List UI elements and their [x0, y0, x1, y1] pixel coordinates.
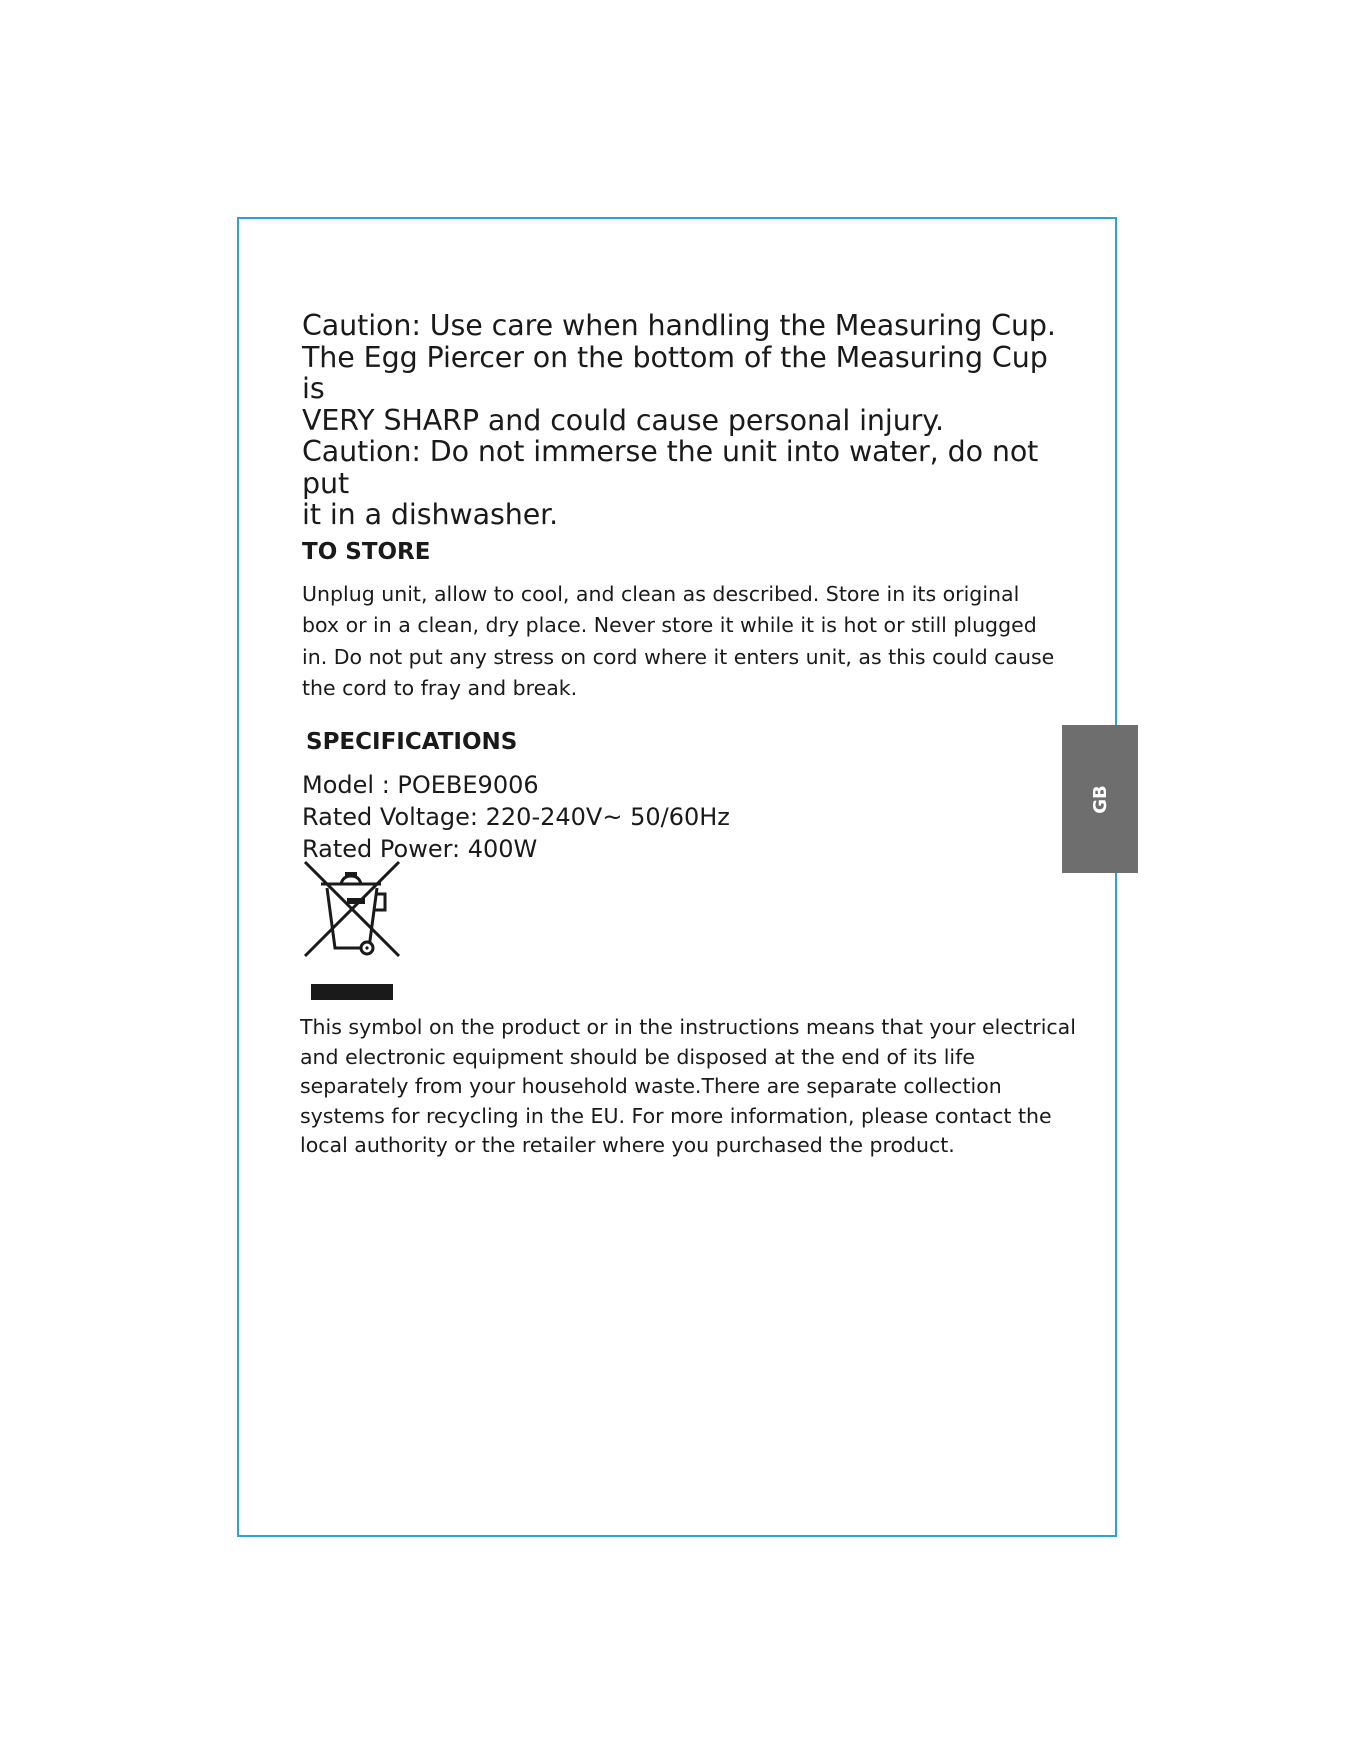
- spec-model: Model : POEBE9006: [302, 770, 539, 799]
- caution-block: [302, 310, 1062, 531]
- caution-line: Caution: Do not immerse the unit into water, do not put: [302, 435, 1039, 500]
- caution-line: The Egg Piercer on the bottom of the Measuring Cup is: [302, 340, 1048, 405]
- spec-voltage: Rated Voltage: 220-240V~ 50/60Hz: [302, 802, 730, 831]
- spec-power: Rated Power: 400W: [302, 834, 538, 863]
- specifications-list: [302, 769, 1062, 865]
- main-content: [302, 310, 1062, 865]
- crossed-out-wheelie-bin-icon: [303, 860, 403, 1000]
- to-store-text: Unplug unit, allow to cool, and clean as described. Store in its original box or in a clean, dry place. Never store it while it is hot or still plugged in. Do not put any stress on cord where it enters unit, as this could cause the cord to fray and break.: [302, 581, 1055, 700]
- disposal-text: This symbol on the product or in the instructions means that your electrical and electronic equipment should be disposed at the end of its life separately from your household waste.There are separate collection systems for recycling in the EU. For more information, please contact the local authority or the retailer where you purchased the product.: [300, 1015, 1076, 1157]
- caution-line: VERY SHARP and could cause personal injury.: [302, 403, 944, 437]
- caution-line: Caution: Use care when handling the Measuring Cup.: [302, 309, 1056, 342]
- to-store-heading: TO STORE: [302, 538, 431, 565]
- language-tab-label: GB: [1089, 784, 1111, 814]
- specifications-heading: SPECIFICATIONS: [306, 728, 518, 755]
- language-tab-gb: [1062, 725, 1138, 873]
- caution-line: it in a dishwasher.: [302, 498, 559, 531]
